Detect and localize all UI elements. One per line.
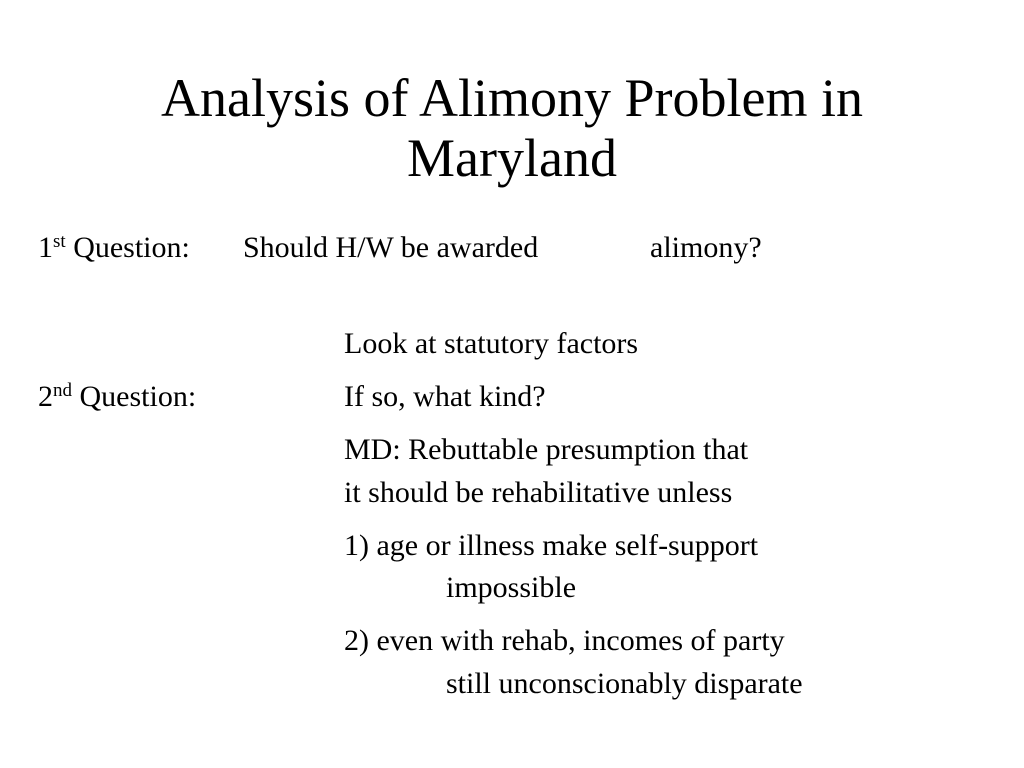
statutory-factors-text: Look at statutory factors	[344, 327, 639, 360]
question-2-number: 2	[38, 380, 53, 413]
question-1-heading	[38, 230, 190, 266]
question-2-text: If so, what kind?	[344, 380, 546, 413]
question-1-text: Should H/W be awarded	[243, 231, 539, 264]
exception-1-line-1: 1) age or illness make self-support	[344, 529, 759, 562]
question-2-ordinal-suffix: nd	[53, 380, 72, 401]
question-1-text-end: alimony?	[650, 231, 762, 264]
exception-2-line-2: still unconscionably disparate	[446, 667, 803, 700]
exception-2-line-1: 2) even with rehab, incomes of party	[344, 624, 785, 657]
md-presumption-line-2: it should be rehabilitative unless	[344, 476, 733, 509]
question-1-ordinal-suffix: st	[53, 231, 66, 252]
question-1-number: 1	[38, 231, 53, 264]
slide-title-line-2: Maryland	[407, 128, 617, 188]
slide-title	[0, 68, 1024, 188]
exception-1-line-2: impossible	[446, 571, 577, 604]
md-presumption-line-1: MD: Rebuttable presumption that	[344, 433, 749, 466]
question-1-label: Question:	[73, 231, 190, 264]
question-2-label: Question:	[79, 380, 197, 413]
slide-title-line-1: Analysis of Alimony Problem in	[161, 68, 863, 128]
question-2-heading	[38, 379, 196, 415]
